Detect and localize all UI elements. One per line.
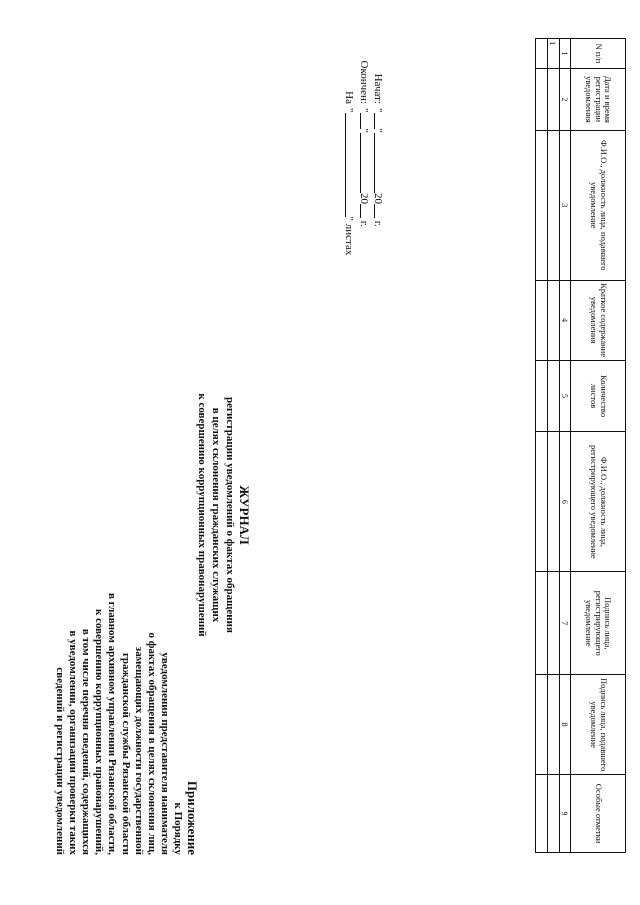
year-blank: [360, 204, 361, 218]
on-label: На: [343, 91, 356, 104]
started-label: Начат:: [372, 73, 384, 104]
table-cell: [536, 130, 548, 280]
column-number-cell: 9: [559, 775, 570, 853]
table-cell: [547, 130, 559, 280]
month-blank: [374, 133, 375, 193]
started-row: Начат:""20 г.: [371, 46, 385, 286]
finished-row: Окончен:""20 г.: [356, 46, 370, 286]
appendix-block: [53, 495, 200, 855]
year-prefix: 20: [372, 193, 384, 204]
table-cell: [536, 432, 548, 572]
column-number-cell: 3: [559, 130, 570, 280]
column-number-cell: 5: [559, 360, 570, 432]
table-row: [536, 39, 548, 853]
header-cell: Дата и время регистрации уведомления: [570, 68, 625, 130]
table-cell: [547, 68, 559, 130]
appendix-line: в уведомлении, организации проверки таких: [66, 630, 79, 855]
appendix-line: к Порядку: [172, 802, 185, 855]
header-cell: Количество листов: [570, 360, 625, 432]
table-cell: [547, 280, 559, 360]
table-cell: 1: [547, 39, 559, 69]
journal-title: ЖУРНАЛ: [237, 485, 252, 545]
header-cell: Ф.И.О., должность лица, регистрирующего уведомление: [570, 432, 625, 572]
header-cell: Ф.И.О., должность лица, подавшего уведомление: [570, 130, 625, 280]
finished-label: Окончен:: [357, 60, 370, 104]
column-number-cell: 2: [559, 68, 570, 130]
header-cell: N п/п: [570, 39, 625, 69]
appendix-title: Приложение: [185, 780, 200, 855]
sheets-blank: [345, 113, 346, 217]
table-column-number-row: [559, 39, 570, 853]
sheets-suffix: листах: [343, 223, 356, 256]
table-cell: [536, 775, 548, 853]
appendix-line: в том числе перечня сведений, содержащихся: [80, 628, 93, 855]
registration-table: [535, 38, 626, 853]
table-cell: [547, 775, 559, 853]
year-prefix: 20: [357, 193, 370, 204]
journal-subtitle-line: к совершению коррупционных правонарушений: [196, 393, 209, 637]
journal-subtitle-line: в целях склонения гражданских служащих: [210, 407, 222, 623]
column-number-cell: 7: [559, 572, 570, 675]
appendix-line: о фактах обращения в целях склонения лиц,: [146, 632, 159, 855]
appendix-line: уведомления представителя нанимателя: [159, 652, 172, 855]
appendix-line: к совершению коррупционных правонарушений,: [93, 608, 106, 855]
column-number-cell: 1: [559, 39, 570, 69]
month-blank: [360, 133, 361, 193]
column-number-cell: 6: [559, 432, 570, 572]
journal-title-block: [195, 300, 253, 730]
journal-subtitle-line: регистрации уведомлений о фактах обращения: [223, 397, 236, 633]
year-suffix: г.: [372, 220, 384, 227]
sheets-row: На"" листах: [342, 46, 356, 286]
appendix-line: гражданской службы Рязанской области: [119, 652, 132, 855]
header-cell: Особые отметки: [570, 775, 625, 853]
table-header-row: [570, 39, 625, 853]
day-blank: [360, 113, 361, 129]
day-blank: [374, 113, 375, 129]
table-cell: [536, 675, 548, 775]
table-cell: [536, 39, 548, 69]
header-cell: Подпись лица, подавшего уведомление: [570, 675, 625, 775]
column-number-cell: 4: [559, 280, 570, 360]
table-row: [547, 39, 559, 853]
year-blank: [374, 204, 375, 218]
table-cell: [536, 280, 548, 360]
table-cell: [547, 360, 559, 432]
header-cell: Краткое содержание уведомления: [570, 280, 625, 360]
table-cell: [547, 572, 559, 675]
appendix-line: сведений и регистрации уведомлений: [53, 667, 66, 855]
journal-period: [342, 46, 385, 286]
appendix-line: в главном архивном управлении Рязанской области,: [106, 592, 119, 855]
table-cell: [547, 432, 559, 572]
column-number-cell: 8: [559, 675, 570, 775]
table-cell: [536, 572, 548, 675]
year-suffix: г.: [357, 220, 370, 227]
appendix-line: замещающих должности государственной: [132, 646, 145, 855]
table-cell: [536, 68, 548, 130]
table-cell: [536, 360, 548, 432]
table-cell: [547, 675, 559, 775]
header-cell: Подпись лица, регистрирующего уведомление: [570, 572, 625, 675]
